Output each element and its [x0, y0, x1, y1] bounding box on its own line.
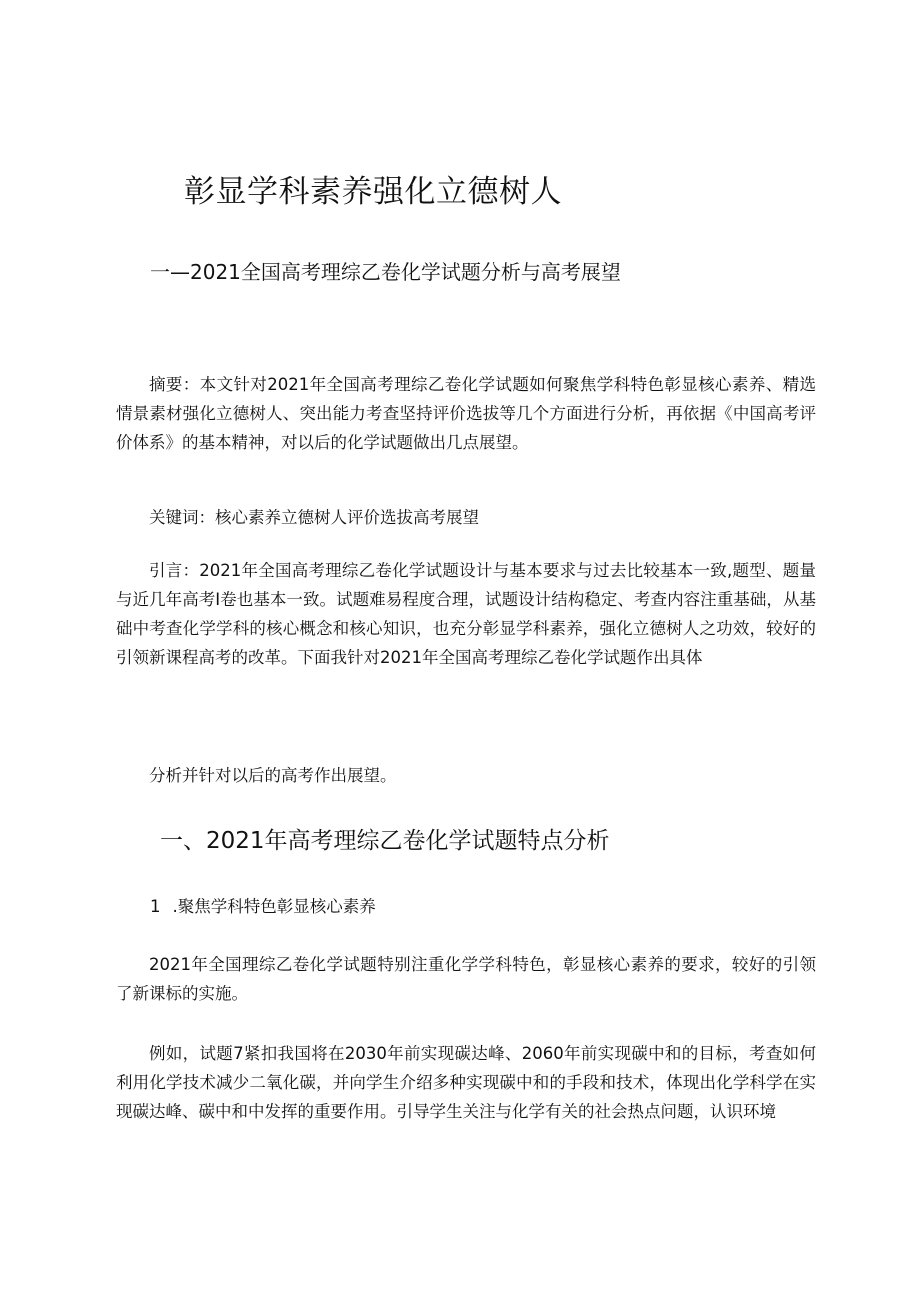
document-title: 彰显学科素养强化立德树人	[184, 174, 562, 210]
intro-continuation: 分析并针对以后的高考作出展望。	[149, 766, 397, 785]
subsection-title: .聚焦学科特色彰显核心素养	[172, 897, 376, 916]
body-paragraph-2: 例如，试题7紧扣我国将在2030年前实现碳达峰、2060年前实现碳中和的目标，考查如何利用化学技术减少二氧化碳，并向学生介绍多种实现碳中和的手段和技术，体现出化学科学在实现碳达峰、碳中和中发挥的重要作用。引导学生关注与化学有关的社会热点问题，认识环境	[116, 1044, 816, 1121]
body-paragraph-1: 2021年全国理综乙卷化学试题特别注重化学学科特色，彰显核心素养的要求，较好的引领了新课标的实施。	[116, 955, 816, 1003]
subsection-number: 1	[150, 897, 161, 916]
intro-paragraph: 引言：2021年全国高考理综乙卷化学试题设计与基本要求与过去比较基本一致,题型、题量与近几年高考I卷也基本一致。试题难易程度合理，试题设计结构稳定、考查内容注重基础，从基础中考查化学学科的核心概念和核心知识，也充分彰显学科素养，强化立德树人之功效，较好的引领新课程高考的改革。下面我针对2021年全国高考理综乙卷化学试题作出具体	[116, 561, 816, 667]
keywords-text: 核心素养立德树人评价选拔高考展望	[215, 508, 479, 527]
keywords-paragraph	[116, 503, 816, 532]
section-heading: 一、2021年高考理综乙卷化学试题特点分析	[160, 828, 610, 854]
abstract-paragraph: 摘要：本文针对2021年全国高考理综乙卷化学试题如何聚焦学科特色彰显核心素养、精选情景素材强化立德树人、突出能力考查坚持评价选拔等几个方面进行分析，再依据《中国高考评价体系》的基本精神，对以后的化学试题做出几点展望。	[116, 375, 816, 452]
document-subtitle: 一—2021全国高考理综乙卷化学试题分析与高考展望	[150, 260, 621, 284]
subsection-heading	[150, 893, 376, 917]
keywords-label: 关键词：	[149, 508, 215, 527]
